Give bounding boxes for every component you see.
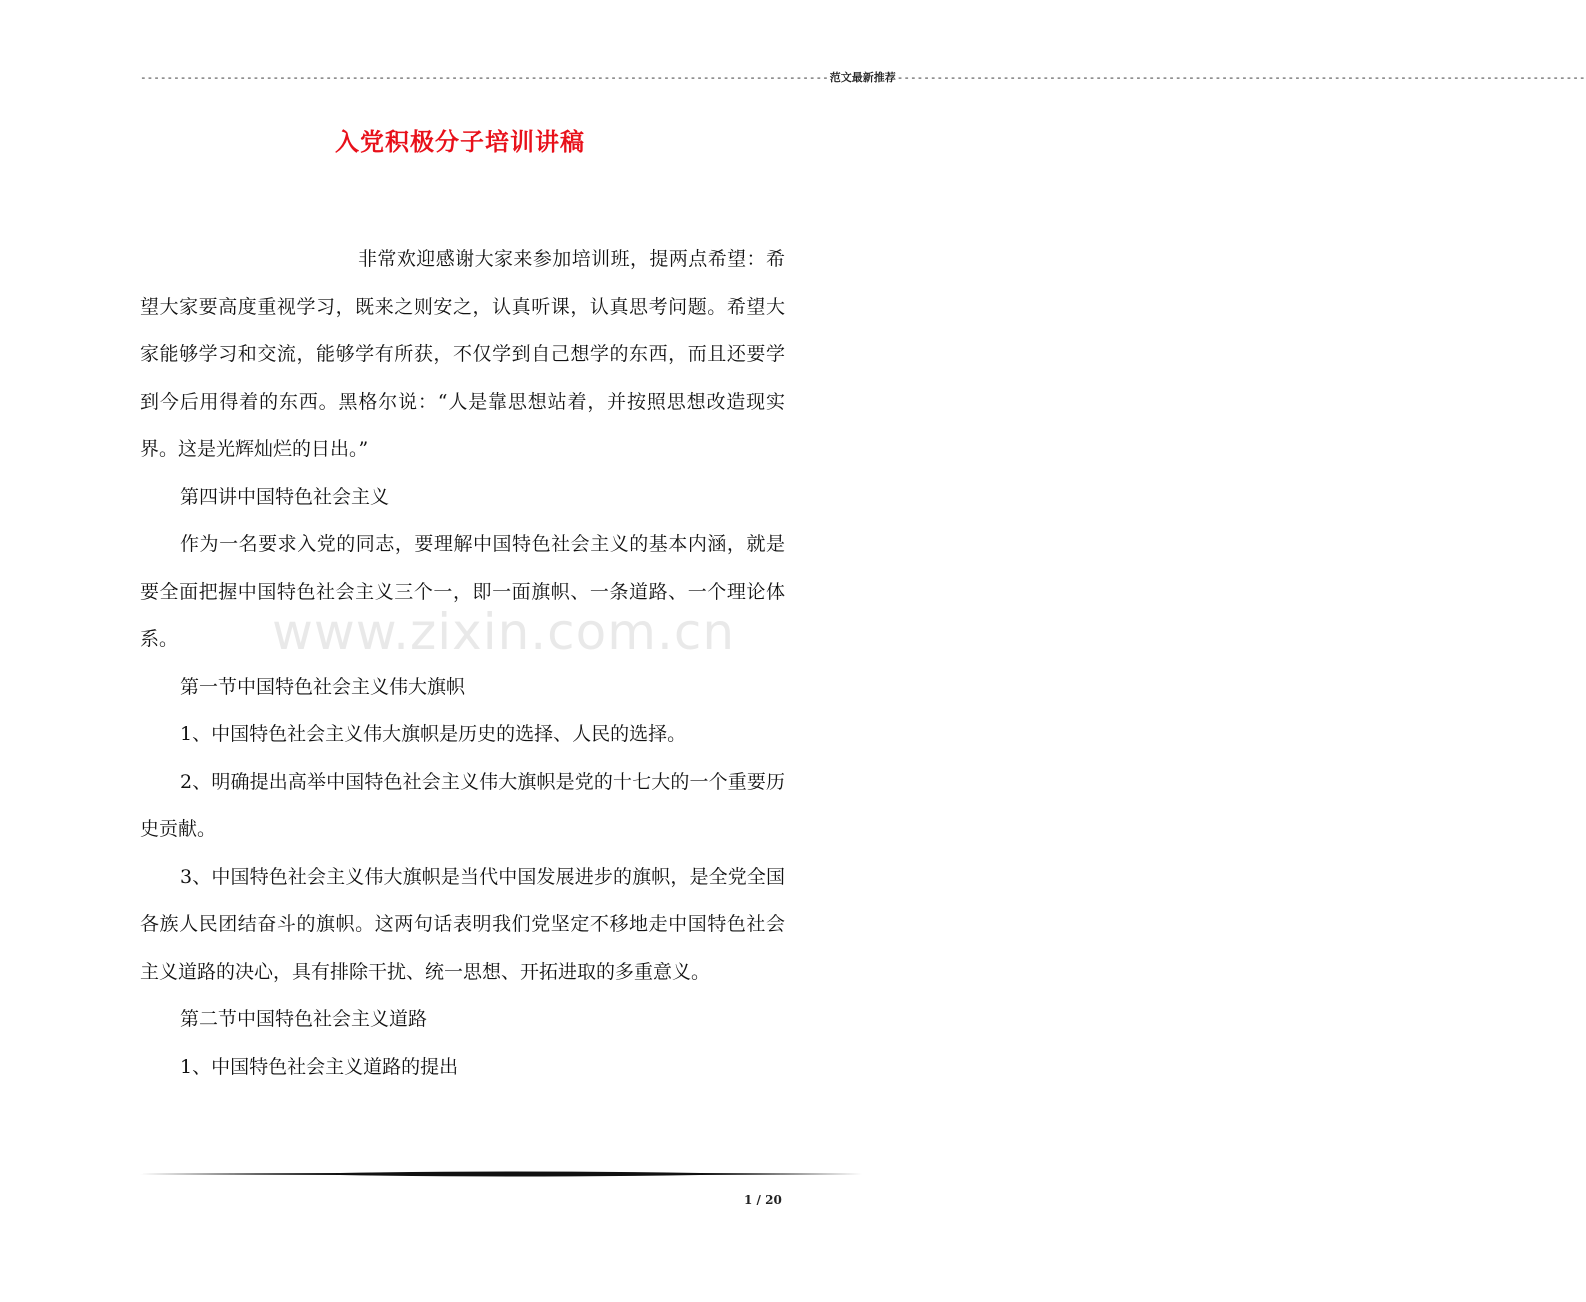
list-item-2: 2、明确提出高举中国特色社会主义伟大旗帜是党的十七大的一个重要历史贡献。 (140, 770, 785, 840)
list-item-1: 1、中国特色社会主义伟大旗帜是历史的选择、人民的选择。 (180, 723, 687, 745)
document-body (140, 236, 785, 1091)
paragraph-greeting: 非常欢迎感谢大家来参加培训班，提两点希望：希望大家要高度重视学习，既来之则安之，认真听课，认真思考问题。希望大家能够学习和交流，能够学有所获，不仅学到自己想学的东西，而且还要学到今后用得着的东西。黑格尔说：“人是靠思想站着，并按照思想改造现实界。这是光辉灿烂的日出。” (140, 248, 785, 460)
section-heading-second: 第二节中国特色社会主义道路 (180, 1008, 428, 1030)
page-header (140, 68, 1586, 88)
header-right-dashes: -------------------------------------------------------------------------------------------------------- (896, 71, 1586, 84)
section-heading-first: 第一节中国特色社会主义伟大旗帜 (180, 675, 466, 698)
header-label: 范文最新推荐 (829, 71, 896, 84)
footer-rule (140, 1170, 862, 1178)
document-title: 入党积极分子培训讲稿 (335, 127, 585, 156)
page-number: 1 / 20 (744, 1193, 782, 1207)
section-heading-lecture-four: 第四讲中国特色社会主义 (180, 485, 390, 508)
paragraph-intro: 作为一名要求入党的同志，要理解中国特色社会主义的基本内涵，就是要全面把握中国特色社会主义三个一，即一面旗帜、一条道路、一个理论体系。 (140, 533, 785, 650)
list-item-3: 3、中国特色社会主义伟大旗帜是当代中国发展进步的旗帜，是全党全国各族人民团结奋斗的旗帜。这两句话表明我们党坚定不移地走中国特色社会主义道路的决心，具有排除干扰、统一思想、开拓进取的多重意义。 (140, 865, 785, 983)
list-item-road-1: 1、中国特色社会主义道路的提出 (180, 1055, 459, 1078)
watermark: www.zixin.com.cn (272, 603, 736, 661)
header-left-dashes: -------------------------------------------------------------------------------------------------------- (140, 71, 829, 84)
